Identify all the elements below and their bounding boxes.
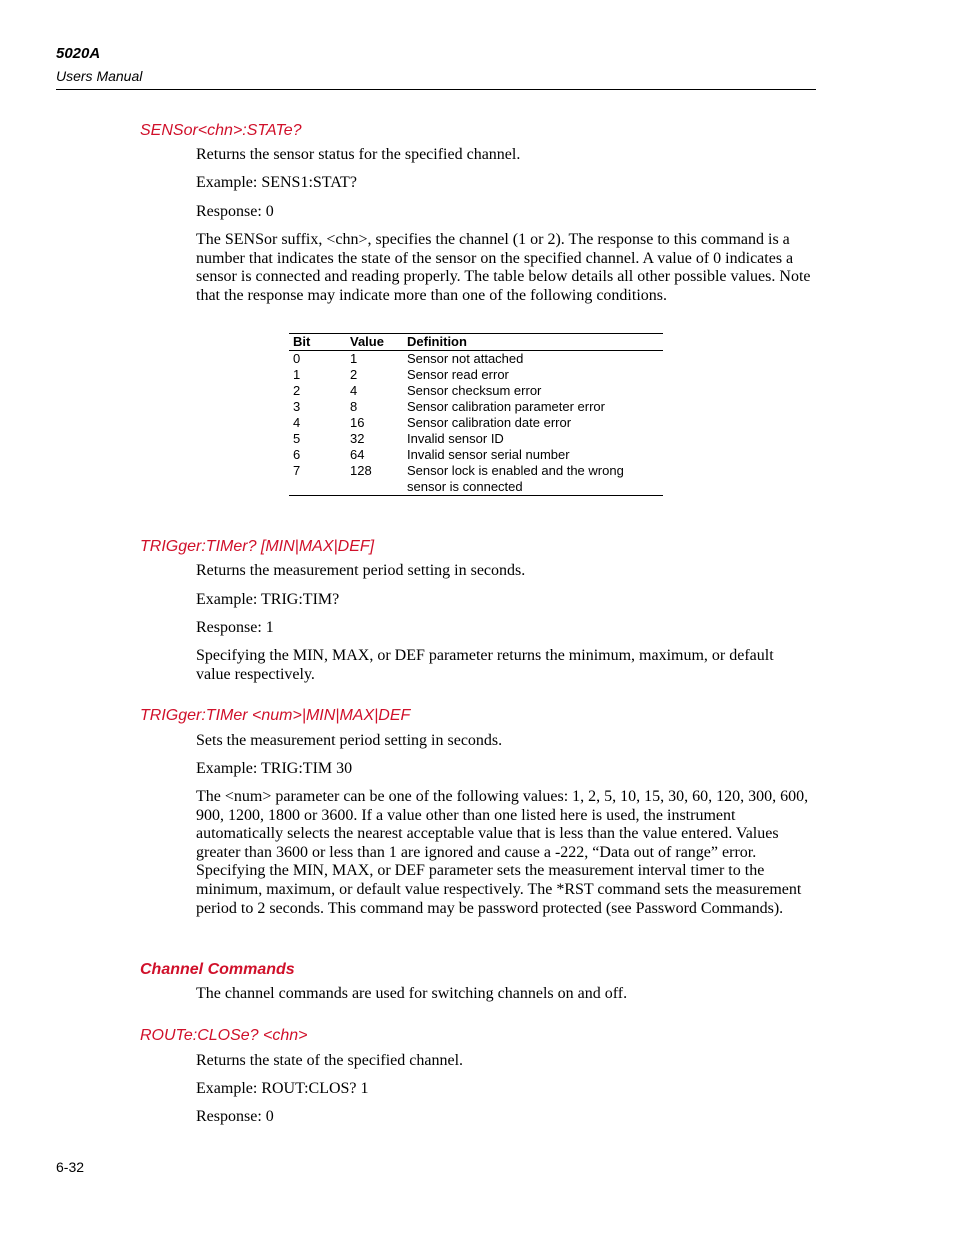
paragraph: Response: 0 [196,1108,274,1125]
heading-trigger-timer-set: TRIGger:TIMer <num>|MIN|MAX|DEF [140,707,411,724]
table-row [289,463,663,496]
table-cell: 4 [293,415,301,430]
paragraph: Returns the measurement period setting in seconds. [196,562,526,579]
table-cell: Sensor read error [407,367,509,382]
table-cell: Invalid sensor serial number [407,447,570,462]
manual-title: 5020A [56,45,101,62]
table-cell: 3 [293,399,301,414]
table-cell: Sensor checksum error [407,383,542,398]
table-cell: 1 [293,367,301,382]
table-cell: 2 [350,367,358,382]
table-row [289,415,663,431]
table-cell: 4 [350,383,358,398]
paragraph: Response: 0 [196,203,274,220]
table-cell: 5 [293,431,301,446]
table-cell: 8 [350,399,358,414]
paragraph: The SENSor suffix, <chn>, specifies the channel (1 or 2). The response to this command is a number that indicates the state of the sensor on the specified channel. A value of 0 indicates a sensor is connected and reading properly. The table below details all other possible values. Note that the response may indicate more than one of the following conditions. [196,231,811,304]
heading-channel-commands: Channel Commands [140,961,295,978]
table-cell: Invalid sensor ID [407,431,504,446]
table-row [289,399,663,415]
paragraph: The channel commands are used for switching channels on and off. [196,985,628,1002]
header-rule [56,89,816,90]
table-row [289,383,663,399]
table-cell: 2 [293,383,301,398]
paragraph: Example: ROUT:CLOS? 1 [196,1080,369,1097]
sensor-status-table [289,333,663,496]
manual-subtitle: Users Manual [56,68,143,84]
heading-trigger-timer-query: TRIGger:TIMer? [MIN|MAX|DEF] [140,538,375,555]
table-header-row [289,334,663,351]
heading-sensor-state: SENSor<chn>:STATe? [140,122,302,139]
table-cell: 0 [293,351,301,366]
paragraph: Response: 1 [196,619,274,636]
table-row [289,431,663,447]
heading-route-close: ROUTe:CLOSe? <chn> [140,1027,308,1044]
table-cell: Sensor calibration date error [407,415,572,430]
column-header: Value [346,334,403,351]
table-cell: 1 [350,351,358,366]
table-cell: 32 [350,431,365,446]
paragraph: Example: TRIG:TIM 30 [196,760,353,777]
table-cell: 7 [289,463,346,496]
paragraph: Sets the measurement period setting in seconds. [196,732,503,749]
table-row [289,351,663,368]
table-row [289,367,663,383]
table-cell: Sensor not attached [407,351,524,366]
paragraph: Returns the state of the specified channel. [196,1052,464,1069]
table-cell: 16 [350,415,365,430]
table-cell: 6 [293,447,301,462]
page-number: 6-32 [56,1159,85,1175]
table-cell: 128 [346,463,403,496]
column-header: Bit [289,334,346,351]
paragraph: Example: TRIG:TIM? [196,591,340,608]
paragraph: The <num> parameter can be one of the following values: 1, 2, 5, 10, 15, 30, 60, 120, 300, 600, 900, 1200, 1800 or 3600. If a value other than one listed here is used, the instrument automatically selects the nearest acceptable value that is less than the value entered. Values greater than 3600 or less than 1 are ignored and cause a -222, “Data out of range” error. Specifying the MIN, MAX, or DEF parameter sets the measurement interval timer to the minimum, maximum, or default value respectively. The *RST command sets the measurement period to 2 seconds. This command may be password protected (see Password Commands). [196,788,809,917]
table-cell: Sensor calibration parameter error [407,399,605,414]
table-cell: 64 [350,447,365,462]
column-header: Definition [403,334,663,351]
paragraph: Specifying the MIN, MAX, or DEF parameter returns the minimum, maximum, or default value respectively. [196,647,774,683]
table-row [289,447,663,463]
paragraph: Returns the sensor status for the specified channel. [196,146,521,163]
table-cell: Sensor lock is enabled and the wrong sensor is connected [403,463,663,496]
paragraph: Example: SENS1:STAT? [196,174,357,191]
